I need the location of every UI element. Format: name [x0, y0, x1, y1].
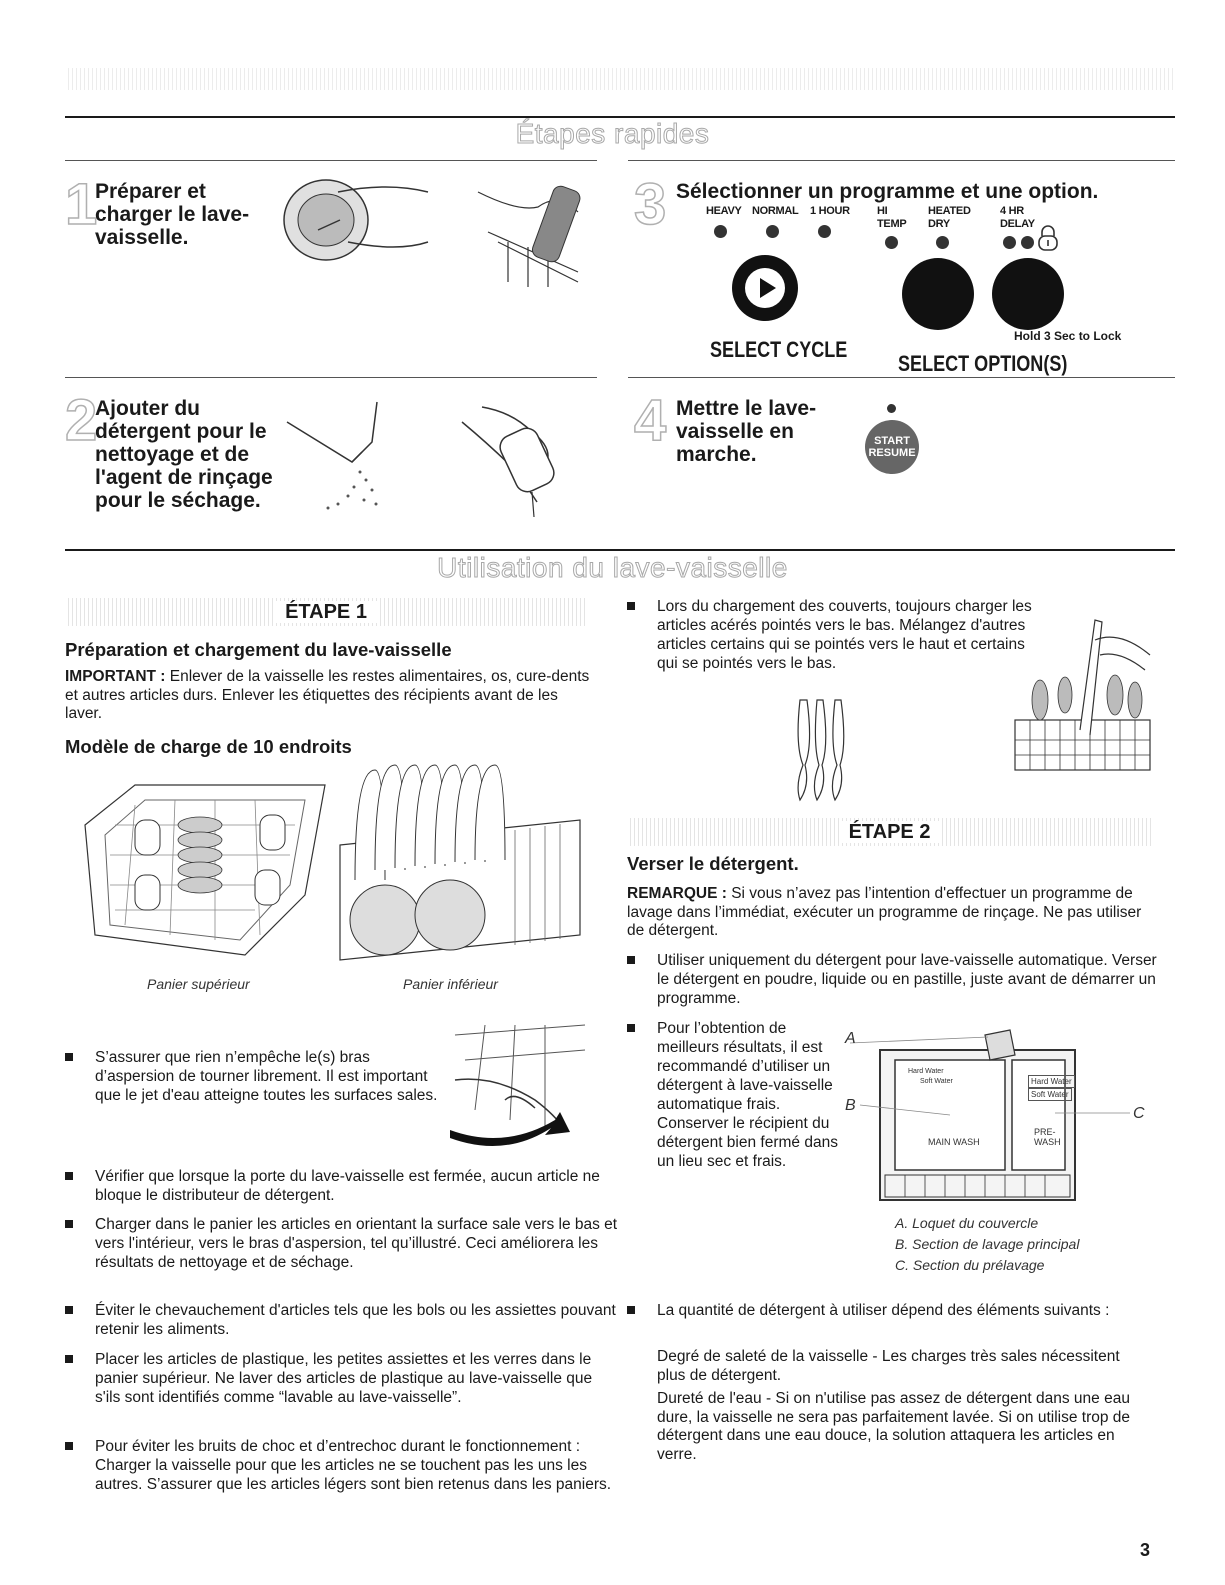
important-label: IMPORTANT :	[65, 668, 166, 685]
caption-lower-rack: Panier inférieur	[403, 976, 498, 992]
section-title-usage: Utilisation du lave-vaisselle	[437, 552, 788, 583]
play-icon	[732, 255, 798, 321]
hold-lock-text: Hold 3 Sec to Lock	[1014, 329, 1122, 343]
step-banner-1: ÉTAPE 1	[65, 598, 587, 626]
step-number: 2	[65, 388, 98, 453]
caption-c: C. Section du prélavage	[895, 1257, 1045, 1273]
page-number: 3	[1140, 1540, 1151, 1560]
bullet-plastics: Placer les articles de plastique, les petites assiettes et les verres dans le panier supérieur. Ne laver des articles de plastique au lave-vaisselle que s'ils sont identifiés comme “lavable au lave-vaisselle”.	[65, 1350, 620, 1407]
bullet-automatic-detergent: Utiliser uniquement du détergent pour lave-vaisselle automatique. Verser le détergent en poudre, liquide ou en pastille, juste avant de démarrer un programme.	[627, 951, 1167, 1008]
start-label: START	[874, 435, 910, 447]
bullet-detergent-dispenser: Vérifier que lorsque la porte du lave-vaisselle est fermée, aucun article ne bloque le distributeur de détergent.	[65, 1167, 620, 1205]
caption-a: A. Loquet du couvercle	[895, 1215, 1039, 1231]
note-text: Si vous n’avez pas l’intention d'effectuer un programme de lavage dans l’immédiat, exécuter un programme de rinçage. Ne pas utiliser de détergent.	[627, 885, 1142, 939]
important-text: Enlever de la vaisselle les restes alimentaires, os, cure-dents et autres articles durs. Enlever les étiquettes des récipients avant de les laver.	[65, 668, 590, 722]
dispenser-hard-water-right: Hard Water	[1028, 1075, 1075, 1088]
divider	[628, 160, 1175, 161]
label-c: C	[1133, 1105, 1145, 1122]
spray-arm-illustration	[445, 1020, 595, 1160]
heading-load-pattern: Modèle de charge de 10 endroits	[65, 736, 352, 757]
bullet-fresh-detergent: Pour l’obtention de meilleurs résultats, il est recommandé d’utiliser un détergent à lave-vaisselle automatique frais. Conserver le récipient du détergent bien fermé dans un lieu sec et frais.	[627, 1019, 852, 1171]
cutlery-illustration	[785, 695, 855, 805]
paragraph-soil-level: Degré de saleté de la vaisselle - Les charges très sales nécessitent plus de détergent.	[657, 1348, 1120, 1384]
step-number: 4	[634, 388, 667, 453]
resume-label: RESUME	[868, 447, 916, 459]
dispenser-illustration	[840, 1025, 1155, 1215]
section-rule	[65, 549, 1175, 551]
label-b: B	[845, 1097, 856, 1114]
detergent-illustration	[282, 392, 582, 522]
step-text: Mettre le lave-vaisselle en marche.	[676, 397, 817, 466]
bullet-orientation: Charger dans le panier les articles en orientant la surface sale vers le bas et vers l'intérieur, vers le bras d'aspersion, tel qu’illustré. Ceci améliorera les résultats de nettoyage et de séchage.	[65, 1215, 620, 1272]
loading-illustration	[278, 172, 598, 292]
option-indicator	[885, 236, 898, 249]
step-text: Préparer et charger le lave-vaisselle.	[95, 180, 250, 249]
select-option-button[interactable]	[902, 258, 974, 330]
cycle-indicator	[714, 225, 727, 238]
lock-icon	[1036, 224, 1060, 252]
caption-upper-rack: Panier supérieur	[147, 976, 250, 992]
option-label-heated-dry: HEATED DRY	[928, 205, 971, 230]
section-title-quick-steps: Étapes rapides	[515, 118, 710, 149]
divider	[65, 377, 597, 378]
option-label-hi-temp: HI TEMP	[877, 205, 907, 230]
dispenser-soft-water-right: Soft Water	[1028, 1088, 1072, 1101]
cycle-indicator	[766, 225, 779, 238]
bullet-noise: Pour éviter les bruits de choc et d’entrechoc durant le fonctionnement : Charger la vaisselle pour que les articles ne se touchent pas les uns les autres. S’assurer que les articles légers sont bien retenus dans les paniers.	[65, 1437, 620, 1494]
divider	[65, 160, 597, 161]
option-indicator	[1003, 236, 1016, 249]
cycle-label-heavy: HEAVY	[706, 205, 742, 217]
important-paragraph	[65, 668, 595, 724]
caption-b: B. Section de lavage principal	[895, 1236, 1080, 1252]
note-label: REMARQUE :	[627, 885, 727, 902]
select-cycle-label: SELECT CYCLE	[710, 337, 848, 362]
label-a: A	[845, 1030, 856, 1047]
step-number: 1	[65, 172, 98, 237]
heading-detergent: Verser le détergent.	[627, 853, 799, 874]
bullet-overlap: Éviter le chevauchement d'articles tels que les bols ou les assiettes pouvant retenir les aliments.	[65, 1301, 620, 1339]
select-cycle-button[interactable]	[732, 255, 798, 321]
bullet-cutlery: Lors du chargement des couverts, toujours charger les articles acérés pointés vers le bas. Mélangez d'autres articles certains qui se pointés vers le haut et certains qui se pointés vers le bas.	[627, 597, 1047, 673]
cutlery-basket-illustration	[1010, 600, 1155, 775]
option-indicator	[936, 236, 949, 249]
step-banner-2: ÉTAPE 2	[627, 818, 1152, 846]
cycle-indicator	[818, 225, 831, 238]
header-texture	[65, 68, 1175, 90]
step-number: 3	[634, 172, 667, 237]
option-label-4hr-delay: 4 HR DELAY	[1000, 205, 1035, 230]
dispenser-main-wash: MAIN WASH	[928, 1137, 980, 1147]
select-option-button[interactable]	[992, 258, 1064, 330]
lower-rack-illustration	[330, 760, 590, 975]
cycle-label-normal: NORMAL	[752, 205, 799, 217]
upper-rack-illustration	[75, 765, 335, 970]
paragraph-water-hardness: Dureté de l'eau - Si on n'utilise pas assez de détergent dans une eau dure, la vaisselle ne sera pas parfaitement lavée. Si on utilise trop de détergent dans une eau douce, la solution attaquera les articles en verre.	[657, 1390, 1131, 1463]
bullet-spray-arm: S’assurer que rien n’empêche le(s) bras d’aspersion de tourner librement. Il est important que le jet d'eau atteigne toutes les surfaces sales.	[65, 1048, 445, 1105]
step-text: Ajouter du détergent pour le nettoyage et de l'agent de rinçage pour le séchage.	[95, 397, 273, 512]
start-resume-button[interactable]	[865, 420, 919, 474]
select-options-label: SELECT OPTION(S)	[898, 351, 1068, 376]
heading-preparation: Préparation et chargement du lave-vaisselle	[65, 639, 452, 660]
note-paragraph	[627, 885, 1157, 941]
step-text: Sélectionner un programme et une option.	[676, 180, 1099, 203]
divider	[628, 377, 1175, 378]
dispenser-hard-water-left: Hard Water	[908, 1068, 944, 1075]
dispenser-soft-water-left: Soft Water	[920, 1078, 953, 1085]
bullet-amount: La quantité de détergent à utiliser dépend des éléments suivants :	[627, 1301, 1137, 1320]
dispenser-pre-wash: PRE-WASH	[1034, 1127, 1061, 1147]
start-indicator	[887, 404, 896, 413]
option-indicator	[1021, 236, 1034, 249]
cycle-label-1hour: 1 HOUR	[810, 205, 850, 217]
